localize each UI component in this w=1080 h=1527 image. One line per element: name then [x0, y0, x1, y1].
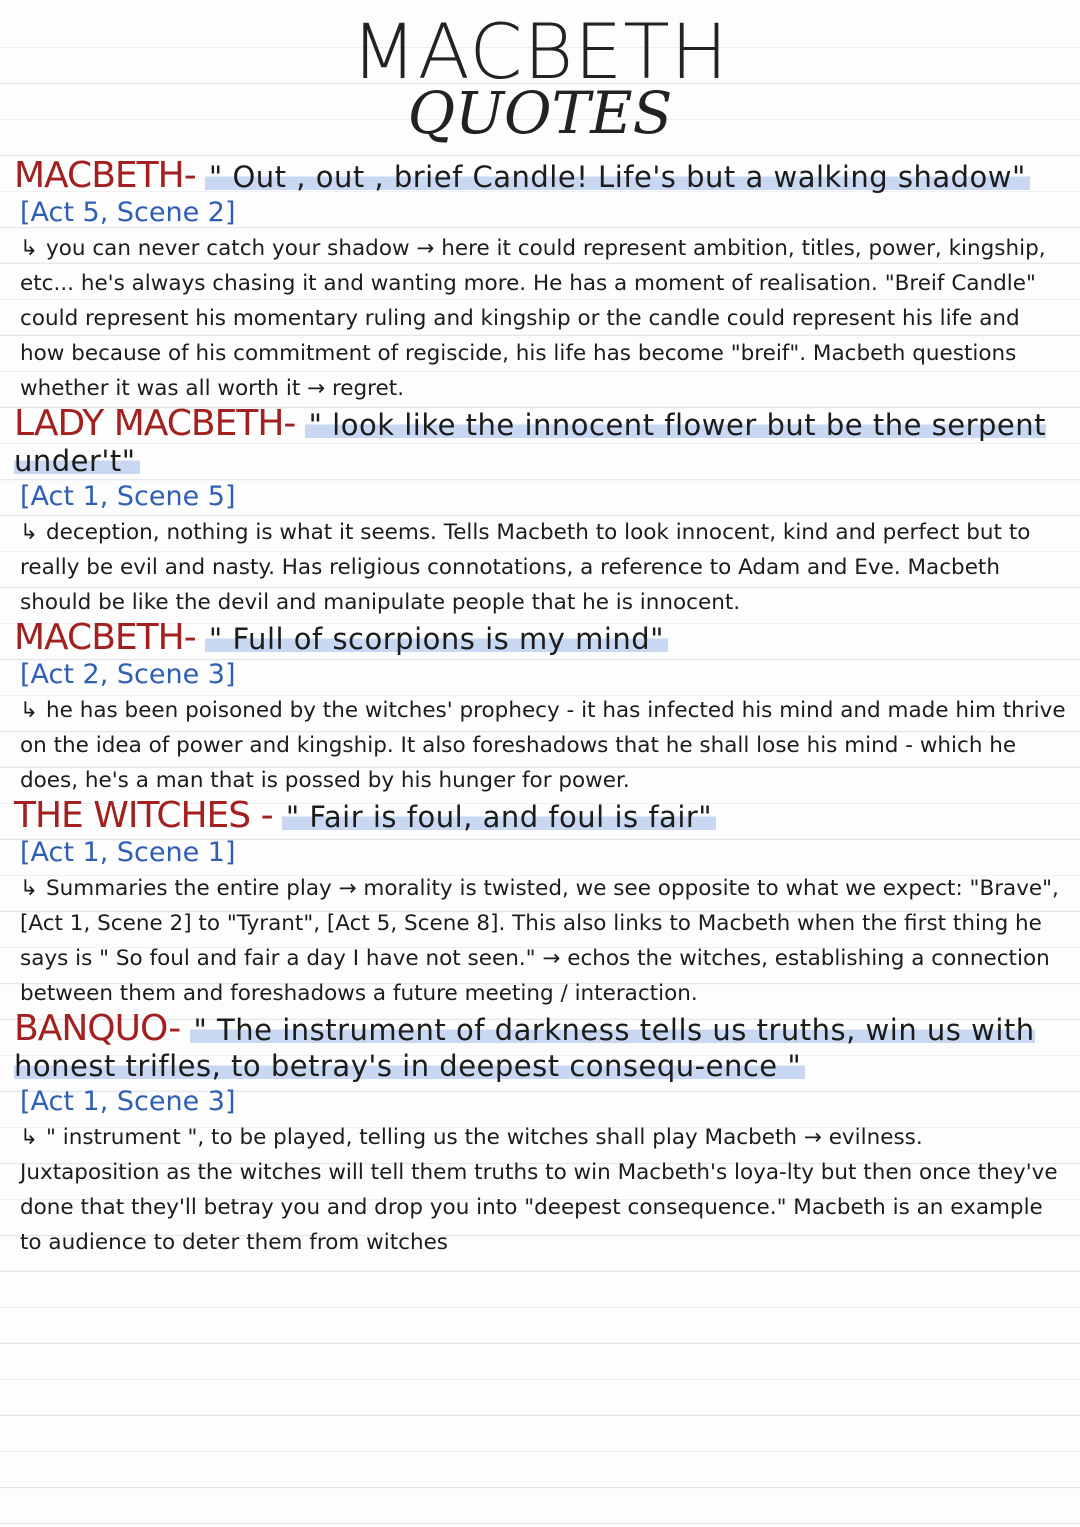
analysis-text	[14, 1120, 1066, 1260]
scene-reference: [Act 1, Scene 3]	[20, 1086, 236, 1117]
quote-entry	[14, 617, 1066, 798]
analysis-body: he has been poisoned by the witches' prophecy - it has infected his mind and made him thrive on the idea of power and kingship. It also foreshadows that he shall lose his mind - which he does, he's a man that is possed by his hunger for power.	[20, 698, 1066, 793]
analysis-body: " instrument ", to be played, telling us the witches shall play Macbeth → evilness. Juxtaposition as the witches will tell them truths to win Macbeth's loya-lty but then once they've done that they'll betray you and drop you into "deepest consequence." Macbeth is an example to audience to deter them from witches	[20, 1125, 1058, 1255]
quote-text: " look like the innocent flower but be the serpent under't"	[14, 408, 1047, 478]
page-title: MACBETH	[351, 7, 729, 96]
quote-line	[14, 795, 1066, 836]
scene-reference: [Act 2, Scene 3]	[20, 659, 236, 690]
speaker-name: MACBETH-	[14, 155, 196, 196]
analysis-text	[14, 871, 1066, 1011]
quote-text: " Full of scorpions is my mind"	[205, 622, 668, 656]
scene-reference: [Act 1, Scene 5]	[20, 481, 236, 512]
analysis-body: Summaries the entire play → morality is twisted, we see opposite to what we expect: "Brave", [Act 1, Scene 2] to "Tyrant", [Act 5, Scene 8]. This also links to Macbeth when the first thing he says is " So foul and fair a day I have not seen." → echos the witches, establishing a connection between them and foreshadows a future meeting / interaction.	[20, 876, 1059, 1006]
quote-line	[14, 155, 1066, 196]
scene-reference: [Act 5, Scene 2]	[20, 197, 236, 228]
scene-reference: [Act 1, Scene 1]	[20, 837, 236, 868]
arrow-icon: ↳	[20, 698, 39, 723]
title-block	[14, 8, 1066, 158]
quote-text: " Out , out , brief Candle! Life's but a walking shadow"	[205, 160, 1030, 194]
quote-line	[14, 1008, 1066, 1084]
analysis-body: you can never catch your shadow → here it could represent ambition, titles, power, kingship, etc... he's always chasing it and wanting more. He has a moment of realisation. "Breif Candle" could represent his momentary ruling and kingship or the candle could represent his life and how because of his commitment of regiscide, his life has become "breif". Macbeth questions whether it was all worth it → regret.	[20, 236, 1046, 401]
quote-entry	[14, 403, 1066, 620]
quote-entry	[14, 1008, 1066, 1260]
analysis-text	[14, 515, 1066, 620]
analysis-text	[14, 693, 1066, 798]
quote-text: " The instrument of darkness tells us truths, win us with honest trifles, to betray's in deepest consequ-ence "	[14, 1013, 1035, 1083]
speaker-name: BANQUO-	[14, 1008, 181, 1049]
arrow-icon: ↳	[20, 520, 39, 545]
arrow-icon: ↳	[20, 1125, 39, 1150]
analysis-body: deception, nothing is what it seems. Tells Macbeth to look innocent, kind and perfect but to really be evil and nasty. Has religious connotations, a reference to Adam and Eve. Macbeth should be like the devil and manipulate people that he is innocent.	[20, 520, 1031, 615]
speaker-name: THE WITCHES -	[14, 795, 273, 836]
quote-line	[14, 403, 1066, 479]
quote-text: " Fair is foul, and foul is fair"	[282, 800, 716, 834]
page-subtitle: QUOTES	[407, 79, 673, 147]
arrow-icon: ↳	[20, 236, 39, 261]
speaker-name: LADY MACBETH-	[14, 403, 296, 444]
speaker-name: MACBETH-	[14, 617, 196, 658]
quote-entry	[14, 795, 1066, 1011]
quote-entry	[14, 155, 1066, 406]
quote-line	[14, 617, 1066, 658]
arrow-icon: ↳	[20, 876, 39, 901]
analysis-text	[14, 231, 1066, 406]
